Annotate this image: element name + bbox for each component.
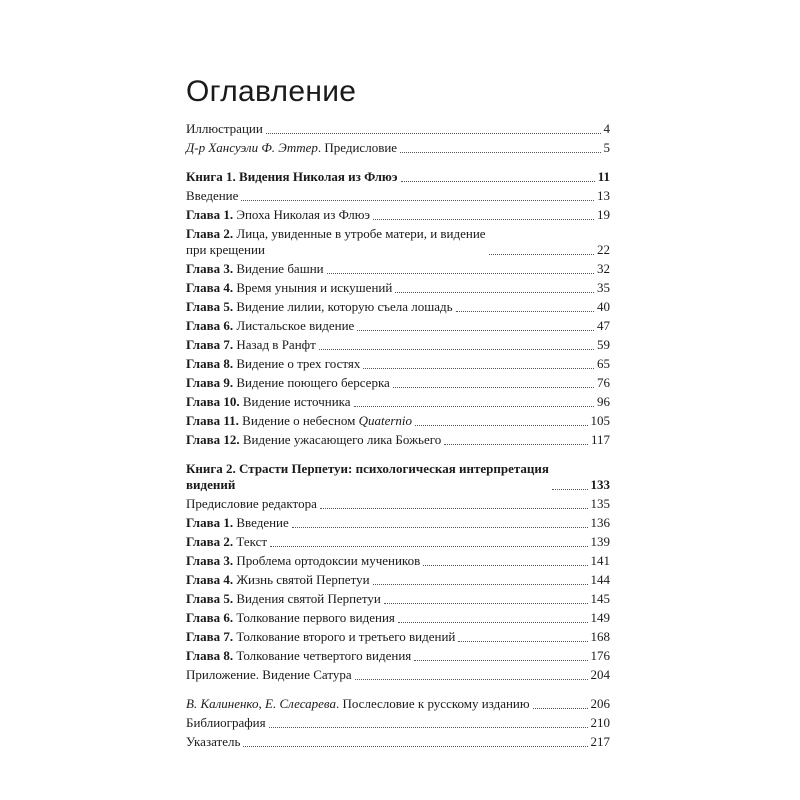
page-title: Оглавление bbox=[186, 75, 357, 108]
dot-leader bbox=[533, 708, 588, 709]
page-number: 176 bbox=[590, 648, 610, 663]
chapter-title: Толкование четвертого видения bbox=[233, 648, 412, 663]
chapter-title-italic: Quaternio bbox=[358, 413, 413, 428]
chapter-prefix: Глава 12. bbox=[186, 432, 240, 447]
entry-title bbox=[186, 226, 486, 258]
page-number: 139 bbox=[590, 534, 610, 549]
book-title: Книга 1. Видения Николая из Флюэ bbox=[186, 169, 398, 184]
entry-title bbox=[186, 280, 392, 296]
toc-entry-b1-ch4[interactable] bbox=[186, 277, 610, 296]
page-number: 4 bbox=[603, 121, 610, 136]
dot-leader bbox=[319, 349, 594, 350]
page-number: 32 bbox=[597, 261, 610, 276]
entry-title bbox=[186, 337, 316, 353]
chapter-title: Толкование первого видения bbox=[233, 610, 395, 625]
chapter-title: Видение ужасающего лика Божьего bbox=[239, 432, 442, 447]
page-number: 13 bbox=[597, 188, 610, 203]
page-number: 204 bbox=[590, 667, 610, 682]
toc-entry-b1-ch11[interactable] bbox=[186, 410, 610, 429]
page-number: 217 bbox=[590, 734, 610, 749]
page-number: 149 bbox=[590, 610, 610, 625]
toc-entry-editor-preface[interactable] bbox=[186, 493, 610, 512]
entry-title: Введение bbox=[186, 188, 239, 203]
dot-leader bbox=[363, 368, 594, 369]
entry-title bbox=[186, 515, 289, 531]
entry-author: Д-р Хансуэли Ф. Эттер bbox=[186, 140, 318, 155]
dot-leader bbox=[384, 603, 588, 604]
chapter-title: Видение поющего берсерка bbox=[233, 375, 390, 390]
dot-leader bbox=[354, 406, 594, 407]
dot-leader bbox=[357, 330, 594, 331]
dot-leader bbox=[444, 444, 588, 445]
chapter-prefix: Глава 4. bbox=[186, 572, 234, 587]
dot-leader bbox=[355, 679, 588, 680]
toc-entry-b2-ch4[interactable] bbox=[186, 569, 610, 588]
toc-entry-b1-ch2[interactable] bbox=[186, 223, 610, 258]
entry-title bbox=[186, 648, 411, 664]
dot-leader bbox=[456, 311, 594, 312]
dot-leader bbox=[241, 200, 594, 201]
toc-entry-b1-ch10[interactable] bbox=[186, 391, 610, 410]
page-number: 76 bbox=[597, 375, 610, 390]
dot-leader bbox=[373, 219, 594, 220]
page-number: 144 bbox=[590, 572, 610, 587]
toc-entry-book-1[interactable] bbox=[186, 166, 610, 185]
dot-leader bbox=[552, 489, 588, 490]
chapter-prefix: Глава 5. bbox=[186, 299, 234, 314]
chapter-prefix: Глава 8. bbox=[186, 648, 234, 663]
page-number: 59 bbox=[597, 337, 610, 352]
page-number: 96 bbox=[597, 394, 610, 409]
dot-leader bbox=[327, 273, 594, 274]
entry-title bbox=[186, 610, 395, 626]
chapter-title: Листальское видение bbox=[233, 318, 355, 333]
entry-title bbox=[186, 432, 441, 448]
entry-title bbox=[186, 696, 530, 712]
page-number: 136 bbox=[590, 515, 610, 530]
chapter-title: Назад в Ранфт bbox=[233, 337, 316, 352]
chapter-title-line-1: Лица, увиденные в утробе матери, и видение bbox=[233, 226, 486, 241]
chapter-prefix: Глава 1. bbox=[186, 207, 234, 222]
dot-leader bbox=[395, 292, 594, 293]
toc-entry-b1-ch3[interactable] bbox=[186, 258, 610, 277]
toc-entry-appendix[interactable] bbox=[186, 664, 610, 683]
toc-entry-b2-ch8[interactable] bbox=[186, 645, 610, 664]
entry-title bbox=[186, 356, 360, 372]
entry-title bbox=[186, 534, 267, 550]
entry-title bbox=[186, 318, 354, 334]
entry-author: В. Калиненко, Е. Слесарева bbox=[186, 696, 336, 711]
chapter-prefix: Глава 7. bbox=[186, 337, 234, 352]
chapter-prefix: Глава 5. bbox=[186, 591, 234, 606]
entry-title bbox=[186, 140, 397, 156]
dot-leader bbox=[243, 746, 587, 747]
toc-entry-b1-ch5[interactable] bbox=[186, 296, 610, 315]
entry-title bbox=[186, 261, 324, 277]
toc-entry-b1-ch7[interactable] bbox=[186, 334, 610, 353]
chapter-title: Введение bbox=[233, 515, 289, 530]
entry-title bbox=[186, 572, 370, 588]
chapter-title: Текст bbox=[233, 534, 268, 549]
entry-title bbox=[186, 394, 351, 410]
entry-title bbox=[186, 553, 420, 569]
chapter-prefix: Глава 6. bbox=[186, 610, 234, 625]
chapter-title: Видение о трех гостях bbox=[233, 356, 361, 371]
page-number: 145 bbox=[590, 591, 610, 606]
chapter-prefix: Глава 3. bbox=[186, 553, 234, 568]
entry-title: Предисловие редактора bbox=[186, 496, 317, 511]
page-number: 206 bbox=[590, 696, 610, 711]
chapter-prefix: Глава 6. bbox=[186, 318, 234, 333]
page-number: 35 bbox=[597, 280, 610, 295]
dot-leader bbox=[415, 425, 587, 426]
toc-entry-b2-ch2[interactable] bbox=[186, 531, 610, 550]
entry-title-text: . Предисловие bbox=[317, 140, 398, 155]
page-number: 19 bbox=[597, 207, 610, 222]
chapter-title: Видение о небесном bbox=[238, 413, 359, 428]
chapter-title: Проблема ортодоксии мучеников bbox=[233, 553, 421, 568]
page-number: 133 bbox=[590, 477, 610, 492]
entry-title-text: . Послесловие к русскому изданию bbox=[335, 696, 530, 711]
chapter-prefix: Глава 11. bbox=[186, 413, 239, 428]
page-number: 47 bbox=[597, 318, 610, 333]
dot-leader bbox=[401, 181, 595, 182]
chapter-title-line-2: при крещении bbox=[186, 242, 265, 257]
toc-entry-b2-ch5[interactable] bbox=[186, 588, 610, 607]
entry-title bbox=[186, 207, 370, 223]
entry-title: Библиография bbox=[186, 715, 266, 730]
toc-entry-introduction[interactable] bbox=[186, 185, 610, 204]
toc-entry-illustrations[interactable] bbox=[186, 118, 610, 137]
chapter-prefix: Глава 3. bbox=[186, 261, 234, 276]
dot-leader bbox=[270, 546, 587, 547]
toc-entry-afterword[interactable] bbox=[186, 693, 610, 712]
entry-title bbox=[186, 299, 453, 315]
dot-leader bbox=[269, 727, 588, 728]
page-number: 168 bbox=[590, 629, 610, 644]
toc-entry-b1-ch9[interactable] bbox=[186, 372, 610, 391]
entry-title: Иллюстрации bbox=[186, 121, 263, 136]
chapter-title: Толкование второго и третьего видений bbox=[233, 629, 456, 644]
toc-entry-b2-ch1[interactable] bbox=[186, 512, 610, 531]
chapter-prefix: Глава 10. bbox=[186, 394, 240, 409]
toc-entry-b2-ch3[interactable] bbox=[186, 550, 610, 569]
entry-title: Приложение. Видение Сатура bbox=[186, 667, 352, 682]
page-number: 105 bbox=[590, 413, 610, 428]
chapter-prefix: Глава 8. bbox=[186, 356, 234, 371]
page-number: 11 bbox=[597, 169, 610, 184]
dot-leader bbox=[292, 527, 588, 528]
toc-entry-b2-ch7[interactable] bbox=[186, 626, 610, 645]
entry-title bbox=[186, 629, 455, 645]
dot-leader bbox=[398, 622, 588, 623]
page-number: 22 bbox=[597, 242, 610, 257]
book-title-line-2: видений bbox=[186, 477, 236, 492]
dot-leader bbox=[414, 660, 587, 661]
page-number: 210 bbox=[590, 715, 610, 730]
chapter-prefix: Глава 2. bbox=[186, 226, 234, 241]
dot-leader bbox=[373, 584, 588, 585]
toc-entry-b1-ch1[interactable] bbox=[186, 204, 610, 223]
chapter-title: Видение источника bbox=[239, 394, 351, 409]
book-title bbox=[186, 461, 549, 493]
toc-entry-b1-ch6[interactable] bbox=[186, 315, 610, 334]
dot-leader bbox=[400, 152, 600, 153]
page-number: 135 bbox=[590, 496, 610, 511]
page-number: 141 bbox=[590, 553, 610, 568]
chapter-title: Жизнь святой Перпетуи bbox=[233, 572, 370, 587]
toc-entry-b1-ch12[interactable] bbox=[186, 429, 610, 448]
chapter-prefix: Глава 9. bbox=[186, 375, 234, 390]
dot-leader bbox=[458, 641, 587, 642]
toc-entry-foreword[interactable] bbox=[186, 137, 610, 156]
chapter-title: Время уныния и искушений bbox=[233, 280, 393, 295]
chapter-title: Видение лилии, которую съела лошадь bbox=[233, 299, 453, 314]
dot-leader bbox=[393, 387, 594, 388]
page-number: 40 bbox=[597, 299, 610, 314]
entry-title bbox=[186, 591, 381, 607]
chapter-prefix: Глава 1. bbox=[186, 515, 234, 530]
toc-entry-book-2[interactable] bbox=[186, 458, 610, 493]
toc-entry-bibliography[interactable] bbox=[186, 712, 610, 731]
toc-entry-index[interactable] bbox=[186, 731, 610, 750]
toc-entry-b2-ch6[interactable] bbox=[186, 607, 610, 626]
page-number: 65 bbox=[597, 356, 610, 371]
chapter-prefix: Глава 4. bbox=[186, 280, 234, 295]
page-number: 5 bbox=[603, 140, 610, 155]
page-number: 117 bbox=[590, 432, 610, 447]
toc-entry-b1-ch8[interactable] bbox=[186, 353, 610, 372]
chapter-title: Эпоха Николая из Флюэ bbox=[233, 207, 370, 222]
dot-leader bbox=[489, 254, 594, 255]
chapter-title: Видения святой Перпетуи bbox=[233, 591, 381, 606]
chapter-title: Видение башни bbox=[233, 261, 324, 276]
dot-leader bbox=[423, 565, 587, 566]
entry-title bbox=[186, 413, 412, 429]
chapter-prefix: Глава 7. bbox=[186, 629, 234, 644]
entry-title: Указатель bbox=[186, 734, 241, 749]
book-title-line-1: Книга 2. Страсти Перпетуи: психологическая интерпретация bbox=[186, 461, 549, 476]
entry-title bbox=[186, 375, 390, 391]
dot-leader bbox=[266, 133, 601, 134]
dot-leader bbox=[320, 508, 588, 509]
chapter-prefix: Глава 2. bbox=[186, 534, 234, 549]
table-of-contents bbox=[186, 74, 610, 750]
